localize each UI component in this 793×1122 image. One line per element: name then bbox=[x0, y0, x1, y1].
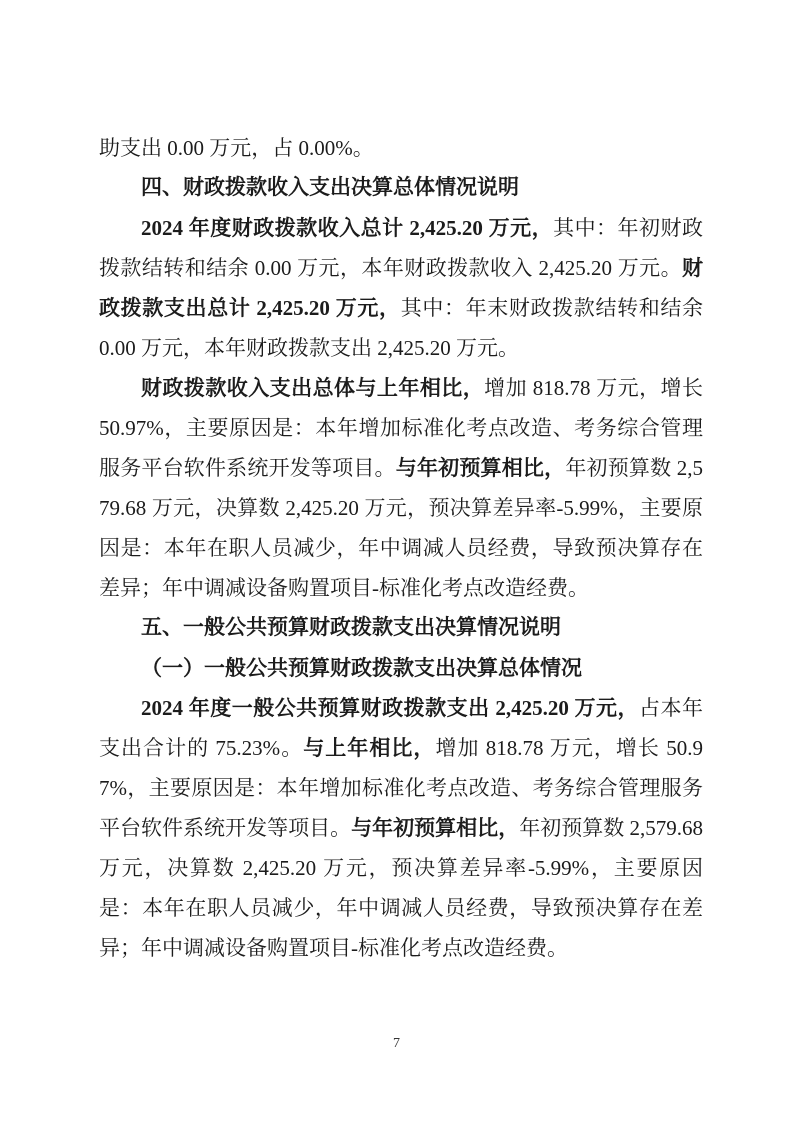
text-run: 其中：年初财政拨款结转和结余 0.00 万元，本年财政拨款收入 2,425.20 万元。 bbox=[99, 216, 704, 280]
text-run: 财政拨款收入支出总体与上年相比， bbox=[141, 376, 485, 400]
text-run: 增加 818.78 万元，增长 50.97%，主要原因是：本年增加标准化考点改造、考务综合管理服务平台软件系统开发等项目。 bbox=[99, 736, 703, 840]
text-run: 与上年相比， bbox=[303, 736, 436, 760]
text-run: 年初预算数 2,579.68 万元，决算数 2,425.20 万元，预决算差异率-5.99%，主要原因是：本年在职人员减少，年中调减人员经费，导致预决算存在差异；年中调减设备购置项目-标准化考点改造经费。 bbox=[99, 456, 704, 600]
text-run: 增加 818.78 万元，增长 50.97%，主要原因是：本年增加标准化考点改造、考务综合管理服务平台软件系统开发等项目。 bbox=[99, 376, 704, 480]
text-run: 2024 年度一般公共预算财政拨款支出 2,425.20 万元， bbox=[141, 696, 640, 720]
text-run: 其中：年末财政拨款结转和结余 0.00 万元，本年财政拨款支出 2,425.20 万元。 bbox=[99, 296, 704, 360]
body-paragraph bbox=[99, 688, 703, 968]
section-heading bbox=[99, 168, 703, 208]
text-run: 占本年支出合计的 75.23%。 bbox=[99, 696, 704, 760]
text-run: 五、一般公共预算财政拨款支出决算情况说明 bbox=[141, 616, 561, 639]
text-run: 助支出 0.00 万元，占 0.00%。 bbox=[99, 136, 374, 160]
text-run: 财政拨款支出总计 2,425.20 万元， bbox=[99, 256, 703, 320]
text-run: 与年初预算相比， bbox=[395, 456, 566, 480]
body-paragraph bbox=[99, 128, 703, 168]
text-run: 2024 年度财政拨款收入总计 2,425.20 万元， bbox=[141, 216, 554, 240]
text-run: （一）一般公共预算财政拨款支出决算总体情况 bbox=[141, 656, 582, 680]
body-paragraph bbox=[99, 368, 703, 608]
body-paragraph bbox=[99, 208, 703, 368]
subsection-heading bbox=[99, 648, 703, 688]
text-run: 年初预算数 2,579.68 万元，决算数 2,425.20 万元，预决算差异率-5.99%，主要原因是：本年在职人员减少，年中调减人员经费，导致预决算存在差异；年中调减设备购置项目-标准化考点改造经费。 bbox=[99, 816, 704, 960]
page-number: 7 bbox=[393, 1036, 400, 1051]
text-run: 四、财政拨款收入支出决算总体情况说明 bbox=[141, 176, 519, 199]
section-heading bbox=[99, 608, 703, 648]
text-run: 与年初预算相比， bbox=[351, 816, 520, 840]
document-body bbox=[99, 128, 703, 968]
